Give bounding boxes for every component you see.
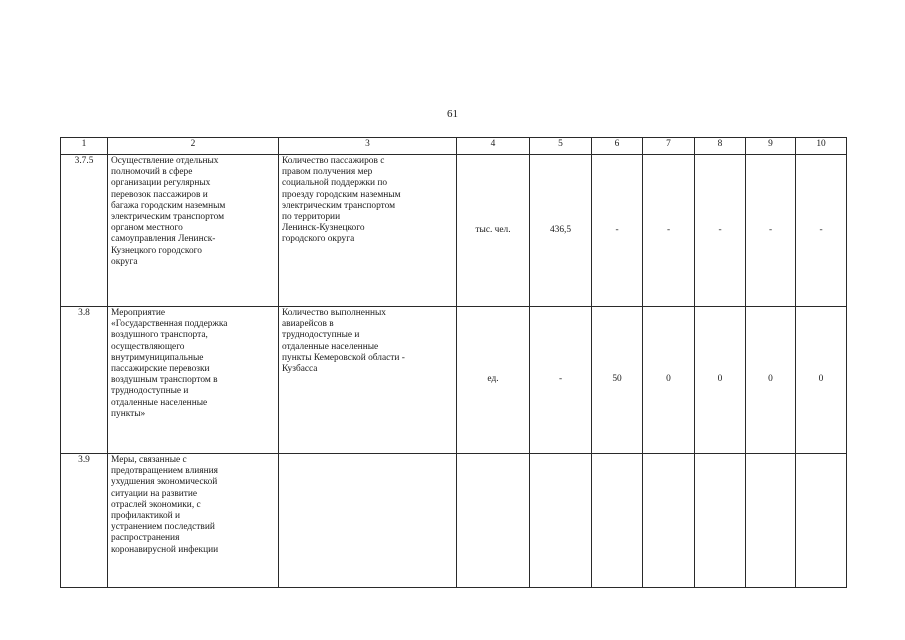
table-row [61,454,847,588]
row-value-8 [695,454,746,588]
row-value-7: - [643,155,695,307]
row-value-7 [643,454,695,588]
row-name: Меры, связанные с предотвращением влияния ухудшения экономической ситуации на развитие отраслей экономики, с профилактикой и устранением последствий распространения коронавирусной инфекции [108,454,279,588]
row-value-5: 436,5 [530,155,592,307]
header-cell: 7 [643,138,695,155]
header-cell: 10 [796,138,847,155]
header-cell: 1 [61,138,108,155]
row-value-7: 0 [643,307,695,454]
row-value-9: - [746,155,796,307]
row-value-9: 0 [746,307,796,454]
header-cell: 6 [592,138,643,155]
header-cell: 8 [695,138,746,155]
row-value-8: 0 [695,307,746,454]
row-indicator [279,454,457,588]
page-number: 61 [447,108,458,120]
row-unit: ед. [457,307,530,454]
row-value-5 [530,454,592,588]
row-value-8: - [695,155,746,307]
header-cell: 5 [530,138,592,155]
row-value-5: - [530,307,592,454]
row-name: Осуществление отдельных полномочий в сфере организации регулярных перевозок пассажиров и багажа городским наземным электрическим транспортом органом местного самоуправления Ленинск- Кузнецкого городского округа [108,155,279,307]
header-cell: 3 [279,138,457,155]
row-value-6 [592,454,643,588]
header-cell: 4 [457,138,530,155]
table-header-row [61,138,847,155]
row-value-10 [796,454,847,588]
row-value-10: - [796,155,847,307]
header-cell: 9 [746,138,796,155]
row-indicator: Количество пассажиров с правом получения мер социальной поддержки по проезду городским наземным электрическим транспортом по территории Ленинск-Кузнецкого городского округа [279,155,457,307]
row-name: Мероприятие «Государственная поддержка воздушного транспорта, осуществляющего внутримуниципальные пассажирские перевозки воздушным транспортом в труднодоступные и отдаленные населенные пункты» [108,307,279,454]
row-number: 3.9 [61,454,108,588]
row-number: 3.7.5 [61,155,108,307]
row-number: 3.8 [61,307,108,454]
data-table [60,137,847,588]
row-unit [457,454,530,588]
row-indicator: Количество выполненных авиарейсов в труднодоступные и отдаленные населенные пункты Кемеровской области - Кузбасса [279,307,457,454]
header-cell: 2 [108,138,279,155]
row-unit: тыс. чел. [457,155,530,307]
row-value-10: 0 [796,307,847,454]
table-row [61,307,847,454]
row-value-9 [746,454,796,588]
row-value-6: 50 [592,307,643,454]
row-value-6: - [592,155,643,307]
table-row [61,155,847,307]
